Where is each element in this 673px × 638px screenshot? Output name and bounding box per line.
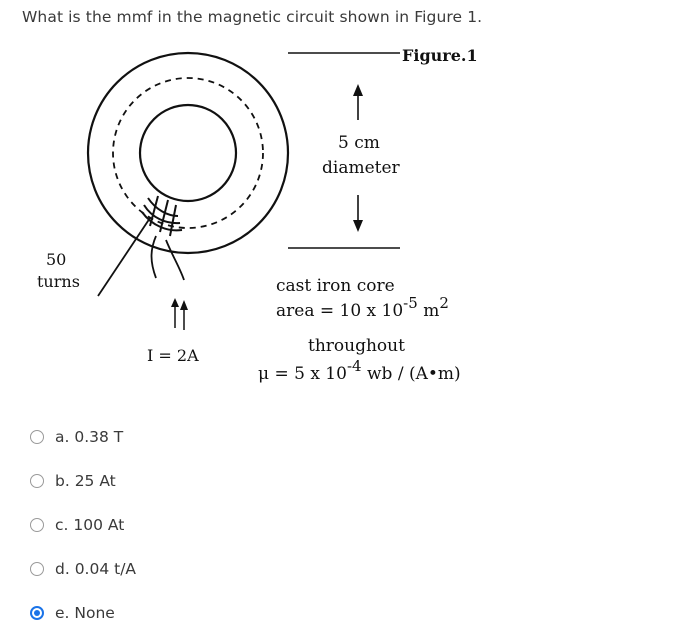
option-a[interactable]: [30, 426, 123, 448]
figure-title: Figure.1: [402, 46, 478, 65]
core-area-unit-exponent: 2: [439, 294, 449, 312]
current-lead-wire-2: [166, 240, 184, 280]
option-a-radio[interactable]: [30, 430, 44, 444]
current-label: I = 2A: [147, 346, 199, 365]
option-d[interactable]: [30, 558, 136, 580]
option-b[interactable]: [30, 470, 116, 492]
current-lead-wire-1: [152, 236, 157, 278]
option-e[interactable]: [30, 602, 115, 624]
turns-label: turns: [37, 272, 80, 291]
current-arrow-head: [171, 298, 179, 307]
core-area-exponent: -5: [403, 294, 418, 312]
core-area-base: area = 10 x 10: [276, 301, 404, 321]
option-d-label: d. 0.04 t/A: [55, 560, 137, 578]
core-area-label: [276, 294, 449, 321]
option-c-label: c. 100 At: [55, 516, 125, 534]
option-c-radio[interactable]: [30, 518, 44, 532]
core-permeability-label: [258, 357, 461, 384]
core-material-label: cast iron core: [276, 276, 395, 296]
core-area-unit: m: [417, 301, 440, 321]
toroid-inner-circle: [140, 105, 236, 201]
dimension-down-arrow-head: [353, 220, 363, 232]
turns-value: 50: [46, 250, 67, 269]
mean-path-dashed-circle: [113, 78, 263, 228]
diameter-value: 5 cm: [338, 133, 380, 153]
permeability-exponent: -4: [346, 357, 362, 375]
current-arrow-head-2: [180, 300, 188, 310]
dimension-up-arrow-head: [353, 84, 363, 96]
option-b-radio[interactable]: [30, 474, 44, 488]
toroid-outer-circle: [88, 53, 288, 253]
option-e-radio[interactable]: [30, 606, 44, 620]
option-d-radio[interactable]: [30, 562, 44, 576]
question-text: What is the mmf in the magnetic circuit shown in Figure 1.: [22, 8, 483, 26]
option-c[interactable]: [30, 514, 124, 536]
permeability-unit: wb / (A•m): [361, 364, 461, 384]
core-throughout-label: throughout: [308, 336, 405, 356]
permeability-base: μ = 5 x 10: [258, 364, 347, 384]
diameter-label: diameter: [322, 158, 400, 178]
option-b-label: b. 25 At: [55, 472, 116, 490]
option-a-label: a. 0.38 T: [55, 428, 124, 446]
option-e-label: e. None: [55, 604, 115, 622]
